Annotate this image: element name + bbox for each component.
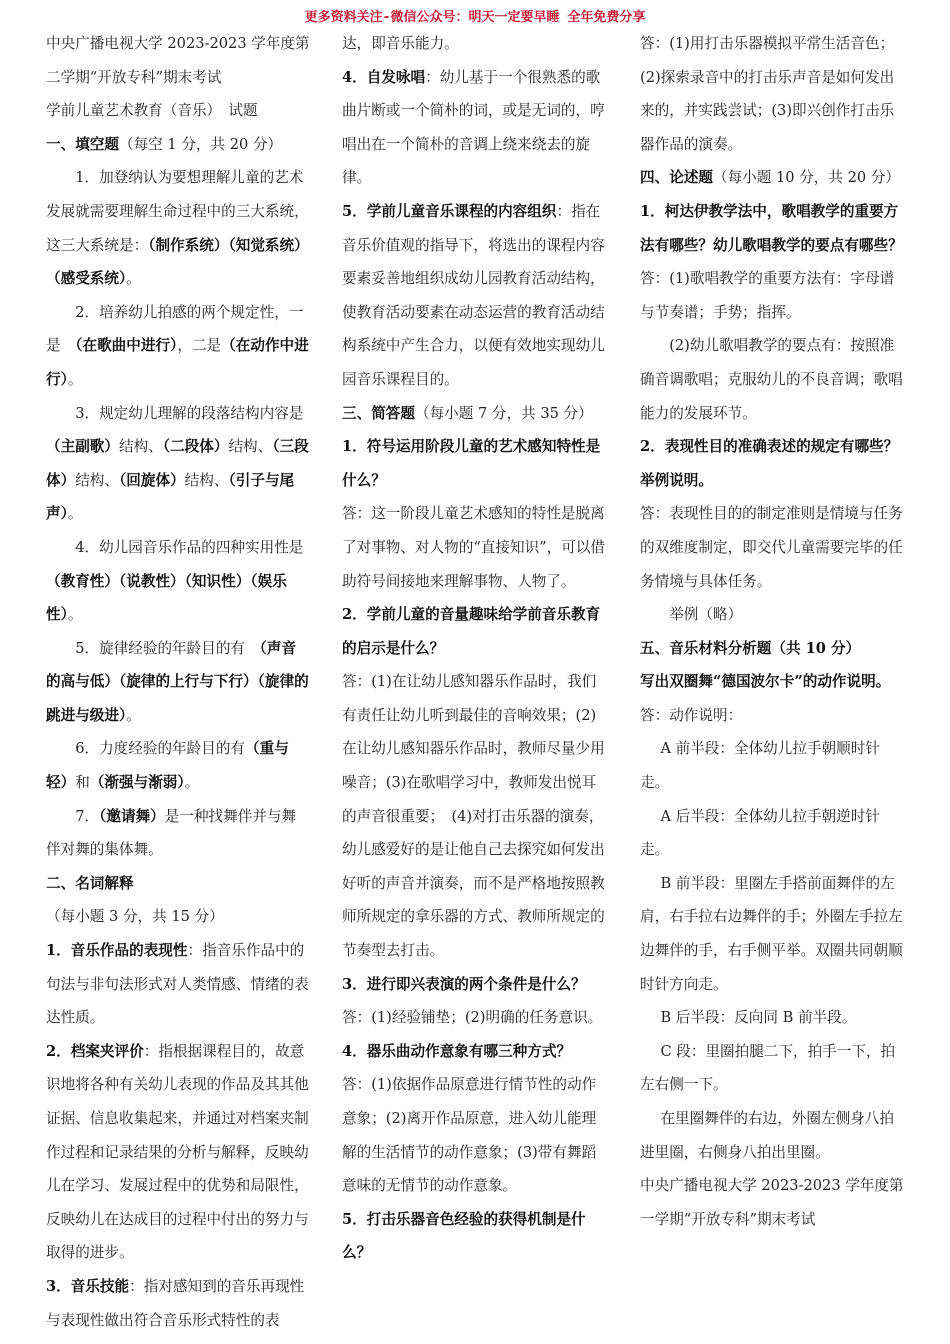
section-1-heading: 一、填空题（每空 1 分，共 20 分）: [46, 135, 283, 153]
short-question-4: 4．器乐曲动作意象有哪三种方式？: [342, 1042, 572, 1060]
term-1: 1．音乐作品的表现性：指音乐作品中的句法与非句法形式对人类情感、情绪的表达性质。: [46, 942, 309, 1027]
essay-answer-2: 答：表现性目的的制定准则是情境与任务的双维度制定，即交代儿童需要完毕的任务情境与具体任务。: [640, 505, 903, 590]
term-3-continued: 达，即音乐能力。: [342, 35, 459, 52]
next-exam-header-line-1: 中央广播电视大学 2023-2023 学年度第: [640, 1177, 904, 1195]
section-3-heading: 三、简答题（每小题 7 分，共 35 分）: [342, 404, 593, 422]
essay-answer-1-part-2: (2)幼儿歌唱教学的要点有：按照准确音调歌唱；克服幼儿的不良音调；歌唱能力的发展环节。: [640, 337, 903, 422]
material-answer-b1: B 前半段：里圈左手搭前面舞伴的左肩，右手拉右边舞伴的手；外圈左手拉左边舞伴的手，右手侧平举。双圈共同朝顺时针方向走。: [640, 874, 903, 993]
section-5-heading: 五、音乐材料分析题（共 10 分）: [640, 639, 861, 657]
term-3: 3．音乐技能：指对感知到的音乐再现性与表现性做出符合音乐形式特性的表: [46, 1277, 305, 1329]
short-question-3: 3．进行即兴表演的两个条件是什么？: [342, 975, 586, 993]
fill-question-2: 2．培养幼儿拍感的两个规定性，一是 （在歌曲中进行），二是（在动作中进行）。: [46, 303, 309, 388]
term-4: 4．自发咏唱：幼儿基于一个很熟悉的歌曲片断或一个简朴的词，或是无词的，哼唱出在一个简朴的音调上绕来绕去的旋律。: [342, 68, 605, 187]
exam-header-line-3: 学前儿童艺术教育（音乐） 试题: [46, 102, 258, 120]
short-answer-2: 答：(1)在让幼儿感知器乐作品时，我们有责任让幼儿听到最佳的音响效果；(2)在让幼儿感知器乐作品时，教师尽量少用噪音；(3)在歌唱学习中，教师发出悦耳的声音很重要； (4)对打击乐器的演奏，幼儿感爱好的是让他自己去探究如何发出好听的声音并演奏，而不是严格地按照教师所规定的拿乐器的方式、教师所规定的节奏型去打击。: [342, 673, 605, 960]
fill-question-5: 5．旋律经验的年龄目的有 （声音的高与低）（旋律的上行与下行）（旋律的跳进与级进）。: [46, 639, 309, 724]
short-question-2: 2．学前儿童的音量趣味给学前音乐教育的启示是什么？: [342, 606, 601, 657]
essay-question-1: 1．柯达伊教学法中，歌唱教学的重要方法有哪些？幼儿歌唱教学的要点有哪些？: [640, 202, 903, 254]
column-2: [342, 27, 608, 1270]
material-question: 写出双圈舞“德国波尔卡”的动作说明。: [640, 673, 891, 691]
next-exam-header-line-2: 一学期“开放专科”期末考试: [640, 1210, 816, 1228]
promo-banner: 更多资料关注-微信公众号：明天一定要早睡 全年免费分享: [304, 10, 646, 25]
exam-header-line-2: 二学期“开放专科”期末考试: [46, 68, 222, 86]
essay-example-2: 举例（略）: [669, 606, 743, 624]
column-1: [46, 27, 310, 1337]
material-answer-a2: A 后半段：全体幼儿拉手朝逆时针走。: [640, 807, 880, 859]
material-answer-inner-outer: 在里圈舞伴的右边，外圈左侧身八拍进里圈，右侧身八拍出里圈。: [640, 1110, 894, 1161]
short-answer-3: 答：(1)经验铺垫；(2)明确的任务意识。: [342, 1009, 603, 1027]
section-4-heading: 四、论述题（每小题 10 分，共 20 分）: [640, 169, 901, 187]
fill-question-1: 1．加登纳认为要想理解儿童的艺术发展就需要理解生命过程中的三大系统，这三大系统是：（制作系统）（知觉系统）（感受系统）。: [46, 169, 309, 288]
fill-question-6: 6．力度经验的年龄目的有（重与轻）和（渐强与渐弱）。: [46, 740, 289, 792]
term-5: 5．学前儿童音乐课程的内容组织：指在音乐价值观的指导下，将选出的课程内容要素妥善地组织成幼儿园教育活动结构，使教育活动要素在动态运营的教育活动结构系统中产生合力，以便有效地实现幼儿园音乐课程目的。: [342, 202, 605, 388]
short-answer-5: 答：(1)用打击乐器模拟平常生活音色；(2)探索录音中的打击乐声音是如何发出来的，并实践尝试；(3)即兴创作打击乐器作品的演奏。: [640, 35, 895, 153]
term-2: 2．档案夹评价：指根据课程目的，故意识地将各种有关幼儿表现的作品及其其他证据、信息收集起来，并通过对档案夹制作过程和记录结果的分析与解释，反映幼儿在学习、发展过程中的优势和局限性，反映幼儿在达成目的过程中付出的努力与取得的进步。: [46, 1042, 309, 1262]
material-answer-b2: B 后半段：反向同 B 前半段。: [660, 1009, 857, 1027]
material-answer-c: C 段：里圈拍腿二下，拍手一下，拍左右侧一下。: [640, 1042, 896, 1094]
column-3: [640, 27, 906, 1236]
material-answer-a1: A 前半段：全体幼儿拉手朝顺时针走。: [640, 740, 880, 792]
short-answer-4: 答：(1)依据作品原意进行情节性的动作意象；(2)离开作品原意，进入幼儿能理解的生活情节的动作意象；(3)带有舞蹈意味的无情节的动作意象。: [342, 1076, 597, 1195]
material-answer-intro: 答：动作说明：: [640, 706, 743, 724]
essay-answer-1-part-1: 答：(1)歌唱教学的重要方法有：字母谱与节奏谱；手势；指挥。: [640, 270, 895, 321]
short-answer-1: 答：这一阶段儿童艺术感知的特性是脱离了对事物、对人物的“直接知识”，可以借助符号间接地来理解事物、人物了。: [342, 505, 606, 590]
fill-question-7: 7．（邀请舞）是一种找舞伴并与舞伴对舞的集体舞。: [46, 807, 297, 859]
section-2-heading: 二、名词解释（每小题 3 分，共 15 分）: [46, 874, 224, 926]
short-question-5: 5．打击乐器音色经验的获得机制是什么？: [342, 1210, 586, 1262]
fill-question-3: 3．规定幼儿理解的段落结构内容是（主副歌）结构、（二段体）结构、（三段体）结构、（回旋体）结构、（引子与尾声）。: [46, 404, 309, 523]
fill-question-4: 4．幼儿园音乐作品的四种实用性是（教育性）（说教性）（知识性）（娱乐性）。: [46, 538, 304, 624]
exam-header-line-1: 中央广播电视大学 2023-2023 学年度第: [46, 35, 310, 52]
short-question-1: 1．符号运用阶段儿童的艺术感知特性是什么？: [342, 438, 601, 489]
essay-question-2: 2．表现性目的准确表述的规定有哪些？举例说明。: [640, 438, 899, 489]
